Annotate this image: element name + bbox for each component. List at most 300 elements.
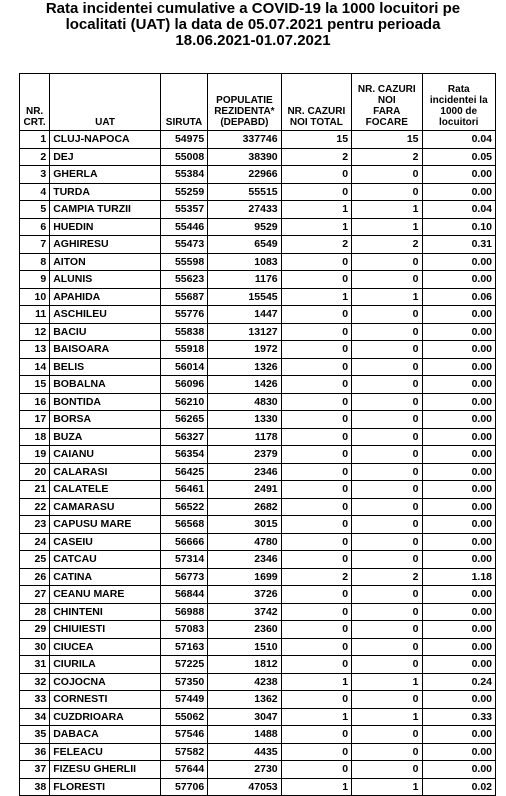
cell-cazuri-fara-focare: 0: [352, 726, 422, 744]
cell-populatie: 1330: [208, 411, 281, 429]
table-row: [20, 691, 496, 709]
cell-nr-crt: 35: [20, 726, 50, 744]
cell-rata-incidenta: 0.33: [422, 708, 496, 726]
cell-siruta: 56354: [160, 446, 207, 464]
cell-cazuri-fara-focare: 0: [352, 323, 422, 341]
cell-cazuri-total: 2: [281, 148, 351, 166]
cell-rata-incidenta: 0.00: [422, 621, 496, 639]
cell-cazuri-fara-focare: 2: [352, 148, 422, 166]
cell-siruta: 56844: [160, 586, 207, 604]
cell-rata-incidenta: 0.00: [422, 411, 496, 429]
cell-populatie: 4830: [208, 393, 281, 411]
cell-rata-incidenta: 0.00: [422, 358, 496, 376]
header-line: NR. CAZURI: [287, 106, 346, 117]
cell-cazuri-fara-focare: 1: [352, 708, 422, 726]
cell-rata-incidenta: 0.00: [422, 533, 496, 551]
cell-populatie: 1426: [208, 376, 281, 394]
cell-siruta: 55062: [160, 708, 207, 726]
cell-siruta: 56568: [160, 516, 207, 534]
cell-uat: CAMARASU: [50, 498, 161, 516]
cell-populatie: 1362: [208, 691, 281, 709]
cell-uat: FIZESU GHERLII: [50, 761, 161, 779]
cell-cazuri-fara-focare: 1: [352, 778, 422, 796]
cell-nr-crt: 23: [20, 516, 50, 534]
cell-rata-incidenta: 0.00: [422, 551, 496, 569]
cell-siruta: 56265: [160, 411, 207, 429]
cell-cazuri-fara-focare: 0: [352, 446, 422, 464]
cell-cazuri-fara-focare: 0: [352, 656, 422, 674]
cell-uat: CALARASI: [50, 463, 161, 481]
cell-cazuri-total: 2: [281, 236, 351, 254]
table-row: [20, 481, 496, 499]
table-row: [20, 656, 496, 674]
table-row: [20, 516, 496, 534]
header-line: REZIDENTA*: [214, 106, 275, 117]
cell-uat: CORNESTI: [50, 691, 161, 709]
cell-populatie: 6549: [208, 236, 281, 254]
cell-siruta: 55598: [160, 253, 207, 271]
cell-nr-crt: 12: [20, 323, 50, 341]
table-row: [20, 341, 496, 359]
table-header: [20, 74, 496, 131]
cell-rata-incidenta: 0.00: [422, 516, 496, 534]
cell-cazuri-total: 0: [281, 621, 351, 639]
header-line: (DEPABD): [220, 117, 269, 128]
cell-rata-incidenta: 0.00: [422, 463, 496, 481]
cell-populatie: 1178: [208, 428, 281, 446]
header-line: NR.: [25, 106, 44, 117]
cell-nr-crt: 24: [20, 533, 50, 551]
cell-uat: CAIANU: [50, 446, 161, 464]
cell-cazuri-total: 1: [281, 201, 351, 219]
cell-cazuri-total: 0: [281, 533, 351, 551]
cell-cazuri-fara-focare: 0: [352, 551, 422, 569]
cell-cazuri-fara-focare: 1: [352, 218, 422, 236]
cell-siruta: 55776: [160, 306, 207, 324]
header-siruta: [160, 74, 207, 131]
cell-cazuri-total: 0: [281, 638, 351, 656]
cell-cazuri-total: 0: [281, 341, 351, 359]
cell-cazuri-total: 0: [281, 463, 351, 481]
cell-populatie: 4435: [208, 743, 281, 761]
cell-nr-crt: 27: [20, 586, 50, 604]
cell-cazuri-fara-focare: 0: [352, 638, 422, 656]
table-body: [20, 131, 496, 796]
cell-nr-crt: 2: [20, 148, 50, 166]
cell-cazuri-fara-focare: 0: [352, 358, 422, 376]
cell-rata-incidenta: 0.00: [422, 306, 496, 324]
table-row: [20, 743, 496, 761]
cell-rata-incidenta: 0.00: [422, 586, 496, 604]
cell-uat: CHINTENI: [50, 603, 161, 621]
cell-nr-crt: 25: [20, 551, 50, 569]
header-line: NOI: [377, 95, 396, 106]
cell-rata-incidenta: 0.00: [422, 271, 496, 289]
cell-populatie: 337746: [208, 131, 281, 149]
cell-cazuri-fara-focare: 15: [352, 131, 422, 149]
table-row: [20, 533, 496, 551]
cell-cazuri-total: 0: [281, 166, 351, 184]
cell-siruta: 55687: [160, 288, 207, 306]
cell-uat: FLORESTI: [50, 778, 161, 796]
cell-populatie: 1812: [208, 656, 281, 674]
cell-populatie: 4238: [208, 673, 281, 691]
cell-siruta: 57225: [160, 656, 207, 674]
cell-rata-incidenta: 0.04: [422, 131, 496, 149]
cell-populatie: 55515: [208, 183, 281, 201]
cell-populatie: 1972: [208, 341, 281, 359]
cell-cazuri-total: 0: [281, 691, 351, 709]
report-title: [0, 1, 506, 49]
cell-uat: AGHIRESU: [50, 236, 161, 254]
cell-cazuri-fara-focare: 0: [352, 761, 422, 779]
cell-populatie: 1176: [208, 271, 281, 289]
cell-cazuri-total: 0: [281, 393, 351, 411]
table-row: [20, 271, 496, 289]
cell-nr-crt: 7: [20, 236, 50, 254]
header-line: FOCARE: [365, 117, 408, 128]
table-row: [20, 761, 496, 779]
cell-nr-crt: 1: [20, 131, 50, 149]
cell-nr-crt: 5: [20, 201, 50, 219]
cell-cazuri-fara-focare: 1: [352, 201, 422, 219]
cell-uat: AITON: [50, 253, 161, 271]
cell-populatie: 1326: [208, 358, 281, 376]
table-row: [20, 673, 496, 691]
cell-siruta: 55838: [160, 323, 207, 341]
cell-siruta: 55918: [160, 341, 207, 359]
cell-siruta: 56327: [160, 428, 207, 446]
title-line-2: localitati (UAT) la data de 05.07.2021 pentru perioada: [65, 16, 441, 33]
cell-cazuri-total: 0: [281, 743, 351, 761]
header-line: SIRUTA: [165, 117, 203, 128]
cell-nr-crt: 33: [20, 691, 50, 709]
cell-nr-crt: 29: [20, 621, 50, 639]
cell-siruta: 56988: [160, 603, 207, 621]
cell-cazuri-fara-focare: 0: [352, 533, 422, 551]
table-row: [20, 428, 496, 446]
cell-cazuri-total: 1: [281, 778, 351, 796]
header-nr-crt: [20, 74, 50, 131]
cell-populatie: 3726: [208, 586, 281, 604]
cell-rata-incidenta: 0.31: [422, 236, 496, 254]
cell-uat: FELEACU: [50, 743, 161, 761]
cell-uat: BUZA: [50, 428, 161, 446]
cell-rata-incidenta: 0.00: [422, 428, 496, 446]
cell-siruta: 57350: [160, 673, 207, 691]
cell-cazuri-fara-focare: 0: [352, 411, 422, 429]
cell-uat: CHIUIESTI: [50, 621, 161, 639]
cell-uat: BONTIDA: [50, 393, 161, 411]
cell-uat: TURDA: [50, 183, 161, 201]
table-row: [20, 201, 496, 219]
cell-siruta: 55008: [160, 148, 207, 166]
cell-populatie: 22966: [208, 166, 281, 184]
cell-siruta: 57314: [160, 551, 207, 569]
cell-rata-incidenta: 0.04: [422, 201, 496, 219]
cell-cazuri-total: 1: [281, 673, 351, 691]
cell-siruta: 57449: [160, 691, 207, 709]
cell-populatie: 2379: [208, 446, 281, 464]
cell-populatie: 1488: [208, 726, 281, 744]
cell-siruta: 56666: [160, 533, 207, 551]
cell-cazuri-fara-focare: 0: [352, 183, 422, 201]
header-line: 1000 de: [440, 106, 478, 117]
cell-uat: CATINA: [50, 568, 161, 586]
cell-cazuri-fara-focare: 0: [352, 481, 422, 499]
cell-uat: ALUNIS: [50, 271, 161, 289]
cell-nr-crt: 13: [20, 341, 50, 359]
cell-populatie: 2360: [208, 621, 281, 639]
cell-populatie: 1083: [208, 253, 281, 271]
cell-siruta: 57582: [160, 743, 207, 761]
title-line-3: 18.06.2021-01.07.2021: [175, 32, 331, 49]
cell-uat: BACIU: [50, 323, 161, 341]
cell-nr-crt: 21: [20, 481, 50, 499]
cell-siruta: 56773: [160, 568, 207, 586]
cell-rata-incidenta: 0.00: [422, 743, 496, 761]
cell-cazuri-total: 0: [281, 603, 351, 621]
table-row: [20, 603, 496, 621]
cell-siruta: 56210: [160, 393, 207, 411]
cell-uat: BORSA: [50, 411, 161, 429]
cell-siruta: 57163: [160, 638, 207, 656]
header-line: CRT.: [23, 117, 46, 128]
table-row: [20, 131, 496, 149]
cell-populatie: 1699: [208, 568, 281, 586]
header-line: locuitori: [439, 117, 479, 128]
cell-cazuri-total: 0: [281, 726, 351, 744]
cell-populatie: 1447: [208, 306, 281, 324]
cell-cazuri-total: 1: [281, 708, 351, 726]
cell-cazuri-total: 0: [281, 183, 351, 201]
table-row: [20, 498, 496, 516]
cell-uat: CAPUSU MARE: [50, 516, 161, 534]
cell-uat: COJOCNA: [50, 673, 161, 691]
cell-rata-incidenta: 0.00: [422, 691, 496, 709]
cell-cazuri-fara-focare: 2: [352, 568, 422, 586]
cell-cazuri-total: 0: [281, 586, 351, 604]
cell-uat: DEJ: [50, 148, 161, 166]
cell-siruta: 57706: [160, 778, 207, 796]
cell-uat: CALATELE: [50, 481, 161, 499]
cell-cazuri-fara-focare: 0: [352, 586, 422, 604]
cell-nr-crt: 17: [20, 411, 50, 429]
header-line: NOI TOTAL: [289, 117, 343, 128]
cell-populatie: 47053: [208, 778, 281, 796]
cell-nr-crt: 31: [20, 656, 50, 674]
cell-nr-crt: 30: [20, 638, 50, 656]
title-line-1: Rata incidentei cumulative a COVID-19 la 1000 locuitori pe: [45, 0, 461, 17]
cell-cazuri-total: 0: [281, 271, 351, 289]
cell-cazuri-total: 0: [281, 358, 351, 376]
table-row: [20, 621, 496, 639]
cell-populatie: 2346: [208, 551, 281, 569]
cell-nr-crt: 15: [20, 376, 50, 394]
cell-cazuri-fara-focare: 0: [352, 166, 422, 184]
cell-uat: CEANU MARE: [50, 586, 161, 604]
header-line: incidentei la: [429, 95, 488, 106]
cell-cazuri-fara-focare: 0: [352, 621, 422, 639]
table-row: [20, 411, 496, 429]
cell-rata-incidenta: 0.05: [422, 148, 496, 166]
cell-cazuri-fara-focare: 0: [352, 306, 422, 324]
cell-uat: HUEDIN: [50, 218, 161, 236]
cell-cazuri-total: 0: [281, 761, 351, 779]
cell-cazuri-total: 0: [281, 656, 351, 674]
cell-rata-incidenta: 0.00: [422, 446, 496, 464]
cell-uat: DABACA: [50, 726, 161, 744]
cell-nr-crt: 4: [20, 183, 50, 201]
cell-uat: CASEIU: [50, 533, 161, 551]
cell-rata-incidenta: 0.06: [422, 288, 496, 306]
table-row: [20, 306, 496, 324]
header-cazuri-fara-focare: [352, 74, 422, 131]
cell-uat: BAISOARA: [50, 341, 161, 359]
cell-rata-incidenta: 0.10: [422, 218, 496, 236]
cell-cazuri-fara-focare: 0: [352, 428, 422, 446]
table-row: [20, 323, 496, 341]
table-row: [20, 148, 496, 166]
table-row: [20, 708, 496, 726]
cell-nr-crt: 3: [20, 166, 50, 184]
cell-siruta: 54975: [160, 131, 207, 149]
cell-cazuri-total: 0: [281, 551, 351, 569]
cell-rata-incidenta: 0.00: [422, 183, 496, 201]
cell-cazuri-fara-focare: 2: [352, 236, 422, 254]
cell-cazuri-fara-focare: 1: [352, 673, 422, 691]
cell-siruta: 56425: [160, 463, 207, 481]
cell-siruta: 56461: [160, 481, 207, 499]
table-row: [20, 446, 496, 464]
cell-rata-incidenta: 0.00: [422, 253, 496, 271]
cell-cazuri-total: 0: [281, 446, 351, 464]
cell-rata-incidenta: 0.00: [422, 481, 496, 499]
cell-uat: APAHIDA: [50, 288, 161, 306]
cell-rata-incidenta: 0.00: [422, 638, 496, 656]
cell-populatie: 27433: [208, 201, 281, 219]
table-row: [20, 551, 496, 569]
cell-populatie: 13127: [208, 323, 281, 341]
cell-cazuri-fara-focare: 0: [352, 271, 422, 289]
header-line: POPULATIE: [216, 95, 273, 106]
cell-nr-crt: 38: [20, 778, 50, 796]
cell-siruta: 55259: [160, 183, 207, 201]
cell-uat: CUZDRIOARA: [50, 708, 161, 726]
cell-nr-crt: 14: [20, 358, 50, 376]
cell-populatie: 4780: [208, 533, 281, 551]
table-row: [20, 726, 496, 744]
cell-rata-incidenta: 0.00: [422, 376, 496, 394]
cell-siruta: 57083: [160, 621, 207, 639]
table-row: [20, 358, 496, 376]
cell-rata-incidenta: 0.24: [422, 673, 496, 691]
cell-siruta: 55384: [160, 166, 207, 184]
cell-cazuri-total: 0: [281, 516, 351, 534]
cell-populatie: 9529: [208, 218, 281, 236]
cell-rata-incidenta: 0.00: [422, 603, 496, 621]
cell-nr-crt: 10: [20, 288, 50, 306]
cell-cazuri-total: 0: [281, 376, 351, 394]
cell-siruta: 56014: [160, 358, 207, 376]
header-rata-incidenta: [422, 74, 496, 131]
table-row: [20, 568, 496, 586]
cell-siruta: 57644: [160, 761, 207, 779]
cell-rata-incidenta: 0.00: [422, 341, 496, 359]
cell-rata-incidenta: 0.00: [422, 761, 496, 779]
cell-cazuri-fara-focare: 0: [352, 341, 422, 359]
cell-cazuri-total: 1: [281, 218, 351, 236]
cell-nr-crt: 16: [20, 393, 50, 411]
cell-populatie: 15545: [208, 288, 281, 306]
cell-uat: CAMPIA TURZII: [50, 201, 161, 219]
cell-nr-crt: 37: [20, 761, 50, 779]
header-line: Rata: [447, 84, 470, 95]
cell-siruta: 55446: [160, 218, 207, 236]
cell-populatie: 2682: [208, 498, 281, 516]
header-row: [20, 74, 496, 131]
cell-nr-crt: 22: [20, 498, 50, 516]
cell-uat: CIURILA: [50, 656, 161, 674]
cell-nr-crt: 36: [20, 743, 50, 761]
cell-uat: GHERLA: [50, 166, 161, 184]
cell-cazuri-fara-focare: 0: [352, 743, 422, 761]
header-line: FARA: [373, 106, 401, 117]
table-row: [20, 166, 496, 184]
cell-nr-crt: 20: [20, 463, 50, 481]
cell-nr-crt: 11: [20, 306, 50, 324]
cell-uat: ASCHILEU: [50, 306, 161, 324]
cell-cazuri-total: 0: [281, 411, 351, 429]
cell-cazuri-fara-focare: 0: [352, 498, 422, 516]
header-uat: [50, 74, 161, 131]
table-row: [20, 463, 496, 481]
cell-populatie: 2730: [208, 761, 281, 779]
table-row: [20, 253, 496, 271]
cell-populatie: 3742: [208, 603, 281, 621]
cell-cazuri-fara-focare: 0: [352, 393, 422, 411]
table-row: [20, 183, 496, 201]
cell-nr-crt: 19: [20, 446, 50, 464]
cell-cazuri-total: 1: [281, 288, 351, 306]
cell-nr-crt: 26: [20, 568, 50, 586]
cell-siruta: 55473: [160, 236, 207, 254]
table-row: [20, 778, 496, 796]
table-row: [20, 586, 496, 604]
cell-rata-incidenta: 0.00: [422, 393, 496, 411]
cell-populatie: 2346: [208, 463, 281, 481]
cell-populatie: 3015: [208, 516, 281, 534]
cell-uat: BOBALNA: [50, 376, 161, 394]
cell-nr-crt: 32: [20, 673, 50, 691]
cell-nr-crt: 9: [20, 271, 50, 289]
cell-rata-incidenta: 0.00: [422, 726, 496, 744]
cell-nr-crt: 18: [20, 428, 50, 446]
cell-populatie: 38390: [208, 148, 281, 166]
cell-nr-crt: 8: [20, 253, 50, 271]
table-row: [20, 376, 496, 394]
cell-cazuri-total: 0: [281, 498, 351, 516]
cell-uat: CLUJ-NAPOCA: [50, 131, 161, 149]
cell-cazuri-total: 0: [281, 306, 351, 324]
cell-populatie: 3047: [208, 708, 281, 726]
cell-cazuri-fara-focare: 0: [352, 516, 422, 534]
cell-siruta: 56096: [160, 376, 207, 394]
cell-cazuri-fara-focare: 0: [352, 376, 422, 394]
cell-uat: BELIS: [50, 358, 161, 376]
cell-nr-crt: 28: [20, 603, 50, 621]
cell-populatie: 2491: [208, 481, 281, 499]
